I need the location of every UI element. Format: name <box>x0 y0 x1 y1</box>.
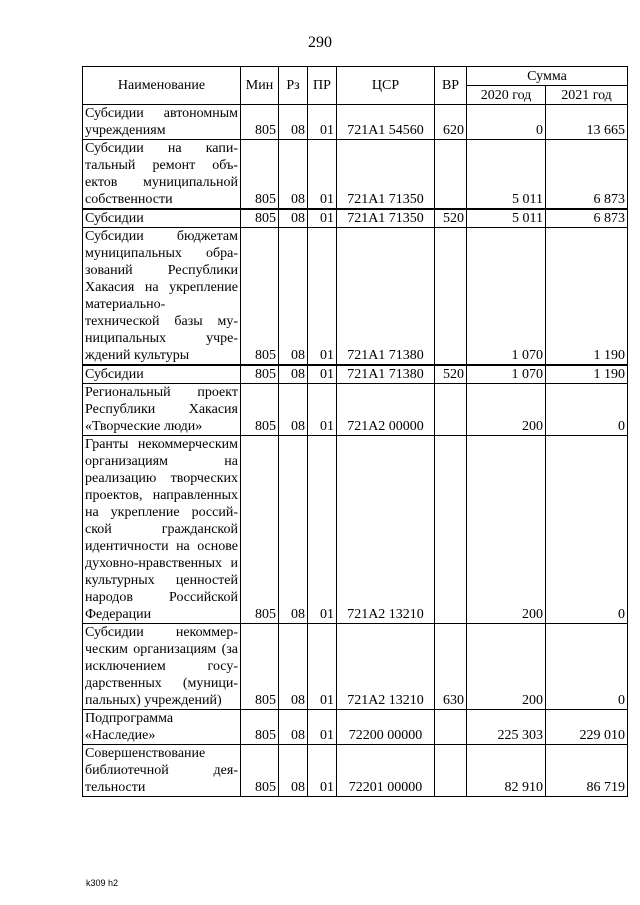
table-row <box>83 365 628 384</box>
header-sum: Сумма <box>467 67 628 86</box>
row-name: Субсидии бюджетам муниципальных образований Республики Хакасия на укрепление материально-технической базы муниципальных учреждений культуры <box>83 228 241 366</box>
row-vr <box>435 745 467 797</box>
row-name: Подпрограмма «Наследие» <box>83 710 241 745</box>
row-pr: 01 <box>308 624 337 710</box>
row-name: Субсидии некоммерческим организациям (за исключением государственных (муниципальных) учреждений) <box>83 624 241 710</box>
row-pr: 01 <box>308 384 337 436</box>
row-name: Гранты некоммерческим организациям на реализацию творческих проектов, направленных на укрепление российской гражданской идентичности на основе духовно-нравственных и культурных ценностей народов Российской Федерации <box>83 436 241 624</box>
row-2020: 5 011 <box>467 209 546 228</box>
row-pr: 01 <box>308 365 337 384</box>
row-vr <box>435 228 467 366</box>
row-vr: 620 <box>435 105 467 140</box>
row-2021: 13 665 <box>546 105 628 140</box>
row-vr <box>435 710 467 745</box>
row-name: Совершенствование библиотечной деятельности <box>83 745 241 797</box>
table-row <box>83 228 628 366</box>
row-min: 805 <box>241 624 279 710</box>
row-csr: 721А1 71380 <box>337 365 435 384</box>
row-name: Региональный проект Республики Хакасия «Творческие люди» <box>83 384 241 436</box>
row-vr <box>435 436 467 624</box>
row-2021: 0 <box>546 436 628 624</box>
row-2021: 86 719 <box>546 745 628 797</box>
row-rz: 08 <box>279 710 308 745</box>
row-min: 805 <box>241 209 279 228</box>
row-2020: 5 011 <box>467 140 546 210</box>
row-csr: 721А1 71350 <box>337 140 435 210</box>
row-pr: 01 <box>308 436 337 624</box>
row-rz: 08 <box>279 228 308 366</box>
row-min: 805 <box>241 140 279 210</box>
header-vr: ВР <box>435 67 467 105</box>
row-pr: 01 <box>308 140 337 210</box>
table-row <box>83 624 628 710</box>
row-name: Субсидии <box>83 365 241 384</box>
row-vr <box>435 140 467 210</box>
row-vr <box>435 384 467 436</box>
row-min: 805 <box>241 436 279 624</box>
table-row <box>83 436 628 624</box>
row-2021: 0 <box>546 384 628 436</box>
row-min: 805 <box>241 365 279 384</box>
row-rz: 08 <box>279 105 308 140</box>
header-name: Наименование <box>83 67 241 105</box>
row-2020: 200 <box>467 436 546 624</box>
header-csr: ЦСР <box>337 67 435 105</box>
row-pr: 01 <box>308 209 337 228</box>
row-rz: 08 <box>279 384 308 436</box>
row-min: 805 <box>241 384 279 436</box>
row-csr: 721А1 71380 <box>337 228 435 366</box>
header-pr: ПР <box>308 67 337 105</box>
row-2021: 1 190 <box>546 365 628 384</box>
table-row <box>83 140 628 210</box>
row-min: 805 <box>241 710 279 745</box>
row-2020: 0 <box>467 105 546 140</box>
row-name: Субсидии автономным учреждениям <box>83 105 241 140</box>
table-row <box>83 710 628 745</box>
row-rz: 08 <box>279 209 308 228</box>
row-min: 805 <box>241 105 279 140</box>
row-csr: 72201 00000 <box>337 745 435 797</box>
row-2021: 1 190 <box>546 228 628 366</box>
table-row <box>83 105 628 140</box>
row-csr: 721А2 13210 <box>337 624 435 710</box>
header-year-2021: 2021 год <box>546 86 628 105</box>
row-csr: 72200 00000 <box>337 710 435 745</box>
row-2021: 0 <box>546 624 628 710</box>
row-pr: 01 <box>308 710 337 745</box>
row-2021: 6 873 <box>546 140 628 210</box>
table-row <box>83 209 628 228</box>
row-pr: 01 <box>308 105 337 140</box>
header-rz: Рз <box>279 67 308 105</box>
row-vr: 520 <box>435 365 467 384</box>
row-pr: 01 <box>308 228 337 366</box>
row-min: 805 <box>241 745 279 797</box>
row-2020: 225 303 <box>467 710 546 745</box>
row-2020: 82 910 <box>467 745 546 797</box>
row-csr: 721А2 00000 <box>337 384 435 436</box>
header-min: Мин <box>241 67 279 105</box>
row-csr: 721А1 54560 <box>337 105 435 140</box>
row-csr: 721А1 71350 <box>337 209 435 228</box>
row-2020: 200 <box>467 384 546 436</box>
row-rz: 08 <box>279 365 308 384</box>
row-name: Субсидии на капитальный ремонт объектов муниципальной собственности <box>83 140 241 210</box>
row-pr: 01 <box>308 745 337 797</box>
row-min: 805 <box>241 228 279 366</box>
row-vr: 520 <box>435 209 467 228</box>
row-name: Субсидии <box>83 209 241 228</box>
footer-code: k309 h2 <box>86 878 119 888</box>
row-2020: 200 <box>467 624 546 710</box>
row-2020: 1 070 <box>467 365 546 384</box>
page-number: 290 <box>308 34 332 51</box>
row-rz: 08 <box>279 140 308 210</box>
row-rz: 08 <box>279 624 308 710</box>
budget-table <box>82 66 628 797</box>
row-2020: 1 070 <box>467 228 546 366</box>
table-row <box>83 745 628 797</box>
row-2021: 229 010 <box>546 710 628 745</box>
row-vr: 630 <box>435 624 467 710</box>
row-2021: 6 873 <box>546 209 628 228</box>
row-rz: 08 <box>279 436 308 624</box>
table-row <box>83 384 628 436</box>
header-year-2020: 2020 год <box>467 86 546 105</box>
row-rz: 08 <box>279 745 308 797</box>
row-csr: 721А2 13210 <box>337 436 435 624</box>
